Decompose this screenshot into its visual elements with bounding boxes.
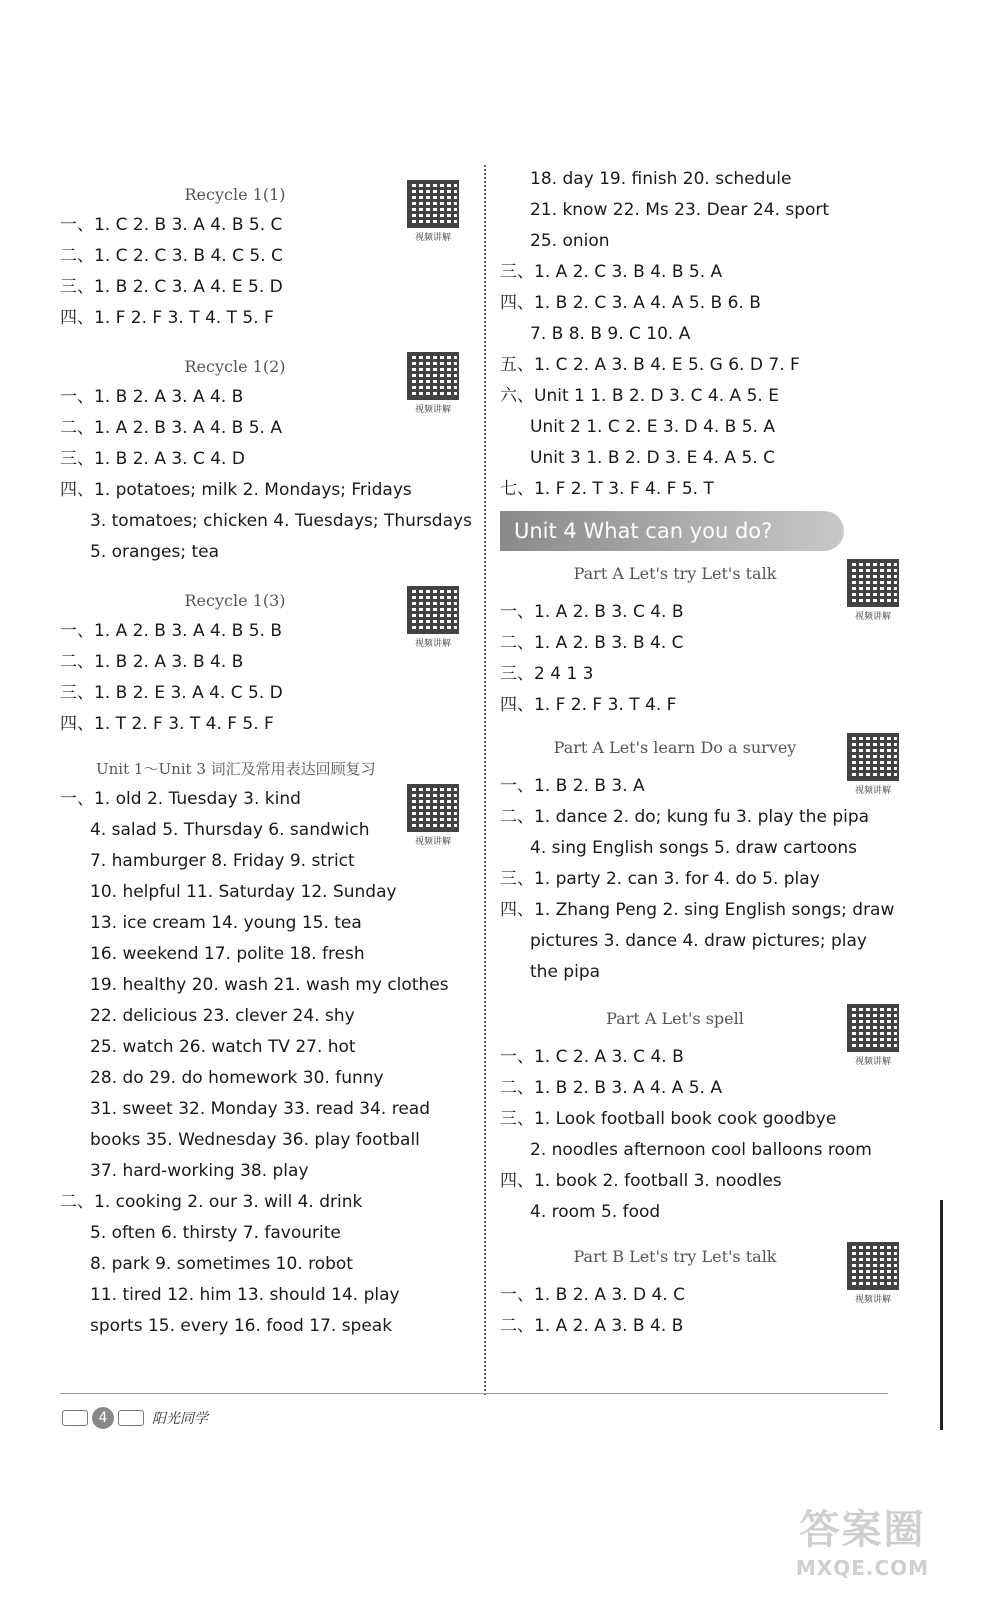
- section-title: Part A Let's try Let's talk: [573, 564, 777, 583]
- page-footer: [62, 1406, 208, 1430]
- answer-line: sports 15. every 16. food 17. speak: [90, 1316, 393, 1336]
- qr-code[interactable]: [406, 784, 460, 847]
- answer-line: 四、1. book 2. football 3. noodles: [500, 1171, 782, 1191]
- qr-code[interactable]: [406, 352, 460, 415]
- footer-decoration-icon: [118, 1410, 144, 1426]
- answer-line: 2. noodles afternoon cool balloons room: [530, 1140, 872, 1160]
- answer-line: 一、1. B 2. B 3. A: [500, 776, 645, 796]
- answer-line: 三、1. party 2. can 3. for 4. do 5. play: [500, 869, 820, 889]
- answer-line: 一、1. B 2. A 3. D 4. C: [500, 1285, 685, 1305]
- answer-line: 六、Unit 1 1. B 2. D 3. C 4. A 5. E: [500, 386, 779, 406]
- answer-line: 5. oranges; tea: [90, 542, 219, 562]
- watermark: [750, 1505, 975, 1590]
- qr-code-icon: [407, 352, 459, 400]
- answer-line: 三、1. B 2. E 3. A 4. C 5. D: [60, 683, 283, 703]
- answer-line: 三、1. Look football book cook goodbye: [500, 1109, 837, 1129]
- answer-line: Unit 2 1. C 2. E 3. D 4. B 5. A: [530, 417, 775, 437]
- answer-line: 21. know 22. Ms 23. Dear 24. sport: [530, 200, 830, 220]
- qr-code-icon: [847, 559, 899, 607]
- qr-code-icon: [407, 784, 459, 832]
- answer-line: books 35. Wednesday 36. play football: [90, 1130, 420, 1150]
- answer-line: the pipa: [530, 962, 601, 982]
- answer-line: 10. helpful 11. Saturday 12. Sunday: [90, 882, 397, 902]
- section-title: Recycle 1(2): [184, 357, 286, 376]
- qr-label: 视频讲解: [854, 1057, 891, 1067]
- answer-line: 一、1. A 2. B 3. C 4. B: [500, 602, 684, 622]
- qr-code[interactable]: [846, 559, 900, 622]
- answer-line: 4. salad 5. Thursday 6. sandwich: [90, 820, 370, 840]
- qr-code-icon: [407, 180, 459, 228]
- page-edge-bar: [940, 1200, 943, 1430]
- answer-line: 五、1. C 2. A 3. B 4. E 5. G 6. D 7. F: [500, 355, 800, 375]
- answer-line: 31. sweet 32. Monday 33. read 34. read: [90, 1099, 430, 1119]
- section-title: Part A Let's spell: [606, 1009, 744, 1028]
- answer-line: 19. healthy 20. wash 21. wash my clothes: [90, 975, 449, 995]
- recycle-1-1-section: [60, 180, 470, 334]
- qr-code-icon: [847, 733, 899, 781]
- answer-line: 22. delicious 23. clever 24. shy: [90, 1006, 355, 1026]
- answer-line: 三、1. B 2. C 3. A 4. E 5. D: [60, 277, 283, 297]
- answer-line: 8. park 9. sometimes 10. robot: [90, 1254, 353, 1274]
- footer-rule: [60, 1393, 888, 1394]
- left-column: [60, 150, 470, 1342]
- answer-line: 三、1. A 2. C 3. B 4. B 5. A: [500, 262, 723, 282]
- answer-line: 四、1. F 2. F 3. T 4. T 5. F: [60, 308, 274, 328]
- section-title: Part A Let's learn Do a survey: [553, 738, 797, 757]
- answer-line: 三、2 4 1 3: [500, 664, 594, 684]
- qr-label: 视频讲解: [854, 612, 891, 622]
- answer-line: 25. watch 26. watch TV 27. hot: [90, 1037, 356, 1057]
- watermark-url: MXQE.COM: [795, 1556, 930, 1580]
- answer-line: 三、1. B 2. A 3. C 4. D: [60, 449, 245, 469]
- answer-line: 二、1. A 2. B 3. A 4. B 5. A: [60, 418, 282, 438]
- answer-line: 一、1. C 2. B 3. A 4. B 5. C: [60, 215, 283, 235]
- answer-line: 二、1. C 2. C 3. B 4. C 5. C: [60, 246, 283, 266]
- section-title: Recycle 1(3): [184, 591, 286, 610]
- answer-line: 3. tomatoes; chicken 4. Tuesdays; Thursdays: [90, 511, 472, 531]
- qr-label: 视频讲解: [414, 405, 451, 415]
- qr-label: 视频讲解: [414, 837, 451, 847]
- answer-line: 二、1. A 2. B 3. B 4. C: [500, 633, 684, 653]
- qr-code[interactable]: [406, 586, 460, 649]
- recycle-1-2-section: [60, 352, 470, 568]
- answer-line: 二、1. B 2. B 3. A 4. A 5. A: [500, 1078, 722, 1098]
- answer-line: 一、1. A 2. B 3. A 4. B 5. B: [60, 621, 282, 641]
- answer-line: 二、1. cooking 2. our 3. will 4. drink: [60, 1192, 363, 1212]
- answer-line: 5. often 6. thirsty 7. favourite: [90, 1223, 341, 1243]
- qr-code-icon: [847, 1004, 899, 1052]
- footer-decoration-icon: [62, 1410, 88, 1426]
- part-a-try-section: [500, 559, 910, 721]
- part-b-try-section: [500, 1242, 910, 1342]
- answer-line: 七、1. F 2. T 3. F 4. F 5. T: [500, 479, 714, 499]
- answer-line: 四、1. B 2. C 3. A 4. A 5. B 6. B: [500, 293, 761, 313]
- qr-label: 视频讲解: [414, 233, 451, 243]
- section-title: Recycle 1(1): [184, 185, 286, 204]
- qr-code[interactable]: [846, 1004, 900, 1067]
- answer-line: 二、1. dance 2. do; kung fu 3. play the pipa: [500, 807, 870, 827]
- watermark-text: 答案圈: [799, 1507, 926, 1553]
- answer-line: 25. onion: [530, 231, 610, 251]
- qr-code[interactable]: [846, 733, 900, 796]
- qr-code-icon: [407, 586, 459, 634]
- review-continued-section: [500, 164, 910, 505]
- qr-label: 视频讲解: [414, 639, 451, 649]
- answer-line: 四、1. F 2. F 3. T 4. F: [500, 695, 677, 715]
- brand-logo: 阳光同学: [152, 1411, 208, 1427]
- answer-line: 一、1. C 2. A 3. C 4. B: [500, 1047, 684, 1067]
- qr-code-icon: [847, 1242, 899, 1290]
- qr-label: 视频讲解: [854, 1295, 891, 1305]
- qr-label: 视频讲解: [854, 786, 891, 796]
- answer-line: 4. room 5. food: [530, 1202, 661, 1222]
- answer-line: 四、1. potatoes; milk 2. Mondays; Fridays: [60, 480, 412, 500]
- answer-line: 37. hard-working 38. play: [90, 1161, 309, 1181]
- answer-line: 二、1. A 2. A 3. B 4. B: [500, 1316, 684, 1336]
- answer-line: 四、1. T 2. F 3. T 4. F 5. F: [60, 714, 274, 734]
- answer-line: 18. day 19. finish 20. schedule: [530, 169, 792, 189]
- page-number: 4: [92, 1407, 114, 1429]
- answer-line: 13. ice cream 14. young 15. tea: [90, 913, 362, 933]
- unit-4-banner: Unit 4 What can you do?: [500, 511, 844, 551]
- answer-line: pictures 3. dance 4. draw pictures; play: [530, 931, 867, 951]
- answer-line: Unit 3 1. B 2. D 3. E 4. A 5. C: [530, 448, 775, 468]
- answer-line: 7. B 8. B 9. C 10. A: [530, 324, 691, 344]
- qr-code[interactable]: [846, 1242, 900, 1305]
- recycle-1-3-section: [60, 586, 470, 740]
- answer-line: 11. tired 12. him 13. should 14. play: [90, 1285, 400, 1305]
- answer-line: 四、1. Zhang Peng 2. sing English songs; draw: [500, 900, 895, 920]
- column-divider: [484, 165, 486, 1395]
- qr-code[interactable]: [406, 180, 460, 243]
- section-title: Unit 1～Unit 3 词汇及常用表达回顾复习: [96, 760, 376, 778]
- answer-line: 一、1. old 2. Tuesday 3. kind: [60, 789, 301, 809]
- answer-line: 一、1. B 2. A 3. A 4. B: [60, 387, 244, 407]
- answer-line: 二、1. B 2. A 3. B 4. B: [60, 652, 244, 672]
- answer-line: 28. do 29. do homework 30. funny: [90, 1068, 384, 1088]
- answer-line: 16. weekend 17. polite 18. fresh: [90, 944, 365, 964]
- section-title: Part B Let's try Let's talk: [573, 1247, 777, 1266]
- right-column: [500, 150, 910, 1342]
- answer-line: 7. hamburger 8. Friday 9. strict: [90, 851, 355, 871]
- part-a-spell-section: [500, 1004, 910, 1228]
- answer-line: 4. sing English songs 5. draw cartoons: [530, 838, 858, 858]
- unit-review-section: [60, 754, 470, 1342]
- part-a-learn-section: [500, 733, 910, 988]
